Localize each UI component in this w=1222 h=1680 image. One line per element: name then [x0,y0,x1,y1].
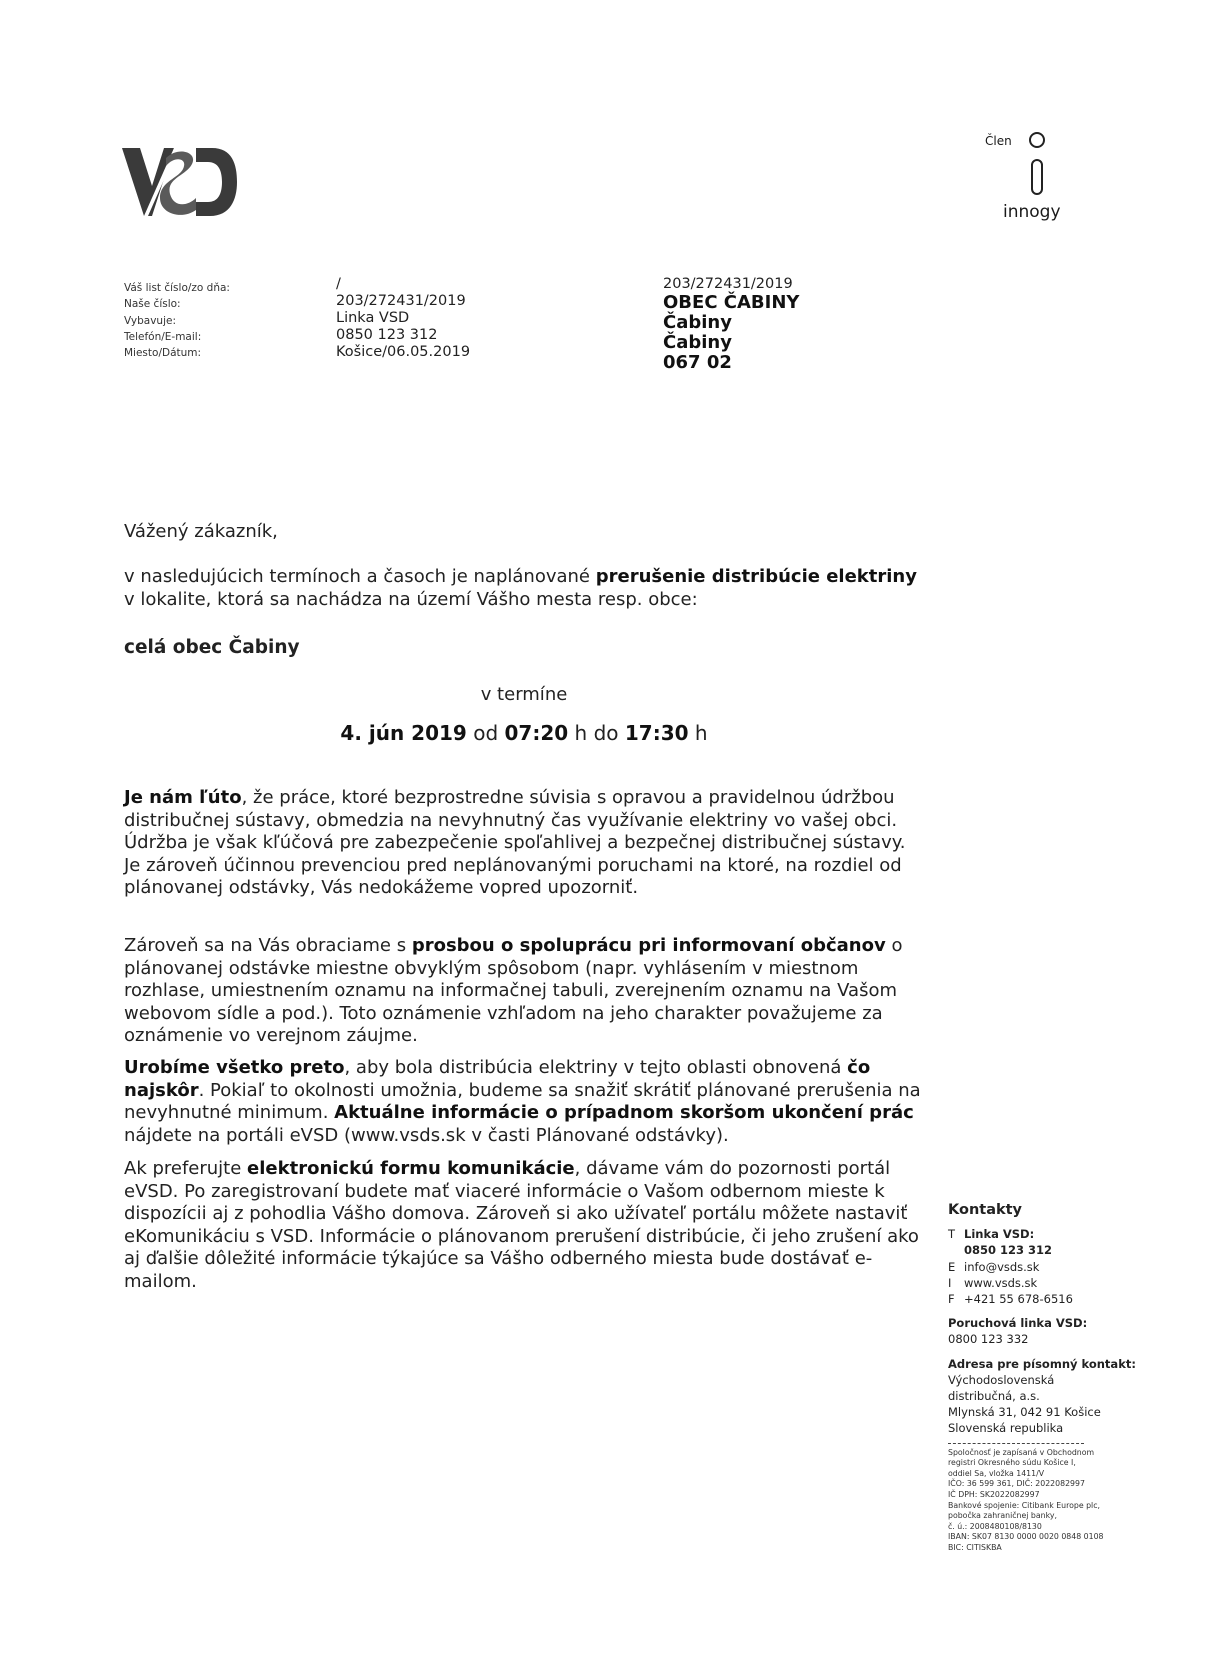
outage-date-time [124,721,924,745]
ref-value-handled-by: Linka VSD [336,310,410,326]
addressee-reference: 203/272431/2019 [663,276,793,292]
contact-phone-value-row [948,1242,1178,1258]
paragraph-cooperation [124,935,924,1048]
address-line: Východoslovenská [948,1372,1055,1387]
ref-label-phone-email: Telefón/E-mail: [124,330,202,343]
legal-line: IČ DPH: SK2022082997 [948,1490,1040,1500]
outage-date: 4. jún 2019 [340,721,467,745]
phone-label: Linka VSD: [964,1227,1035,1242]
intro-paragraph [124,566,924,611]
p2-text-2: o plánovanej odstávke miestne obvyklým spôsobom (napr. vyhlásením v miestnom rozhlase, umiestnením oznamu na informačnej tabuli, zverejnením oznamu na Vašom webovom sídle a pod.). Toto oznámenie vzhľadom na jeho charakter považujeme za oznámenie vo verejnom záujme. [124,935,903,1046]
contact-web-row [948,1275,1178,1291]
innogy-brand: innogy [1003,202,1061,222]
ref-label-place-date: Miesto/Dátum: [124,347,202,360]
addressee-name: OBEC ČABINY [663,292,800,313]
term-label: v termíne [480,684,568,705]
legal-line: oddiel Sa, vložka 1411/V [948,1468,1045,1478]
p3-bold-3: Aktuálne informácie o prípadnom skoršom ukončení prác [334,1102,914,1123]
p4-text-2: , dávame vám do pozornosti portál eVSD. Po zaregistrovaní budete mať viaceré informácie o Vašom odbernom mieste k dispozícii aj z pohodlia Vášho domova. Zároveň si ako užívateľ portálu môžete nastaviť eKomunikáciu s VSD. Informácie o plánovanom prerušení distribúcie, či jeho zrušení ako aj ďalšie dôležité informácie týkajúce sa Vášho odberného miesta bude dostávať e-mailom. [124,1158,919,1292]
legal-line: Spoločnosť je zapísaná v Obchodnom [948,1447,1095,1457]
legal-line: IČO: 36 599 361, DIČ: 2022082997 [948,1479,1085,1489]
legal-line: Bankové spojenie: Citibank Europe plc, [948,1500,1100,1510]
p1-bold: Je nám ľúto [124,787,242,808]
member-label: Člen [985,134,1012,148]
intro-text-2: v lokalite, ktorá sa nachádza na území Vášho mesta resp. obce: [124,588,698,610]
address-line: Slovenská republika [948,1421,1064,1436]
paragraph-restoration [124,1057,924,1147]
p4-text-1: Ak preferujte [124,1158,248,1179]
ref-label-your-letter: Váš list číslo/zo dňa: [124,282,230,294]
from-unit: h [574,721,588,745]
address-line: distribučná, a.s. [948,1389,1040,1404]
fax-key: F [948,1292,955,1307]
legal-line: registri Okresného súdu Košice I, [948,1458,1076,1468]
vsd-logo-icon [122,148,237,216]
ref-label-our-number: Naše číslo: [124,298,181,311]
fax-value: +421 55 678-6516 [964,1292,1073,1307]
contact-email-row [948,1259,1178,1275]
reference-labels [124,280,230,361]
fault-line-label: Poruchová linka VSD: [948,1316,1088,1331]
legal-info [948,1448,1178,1554]
email-value: info@vsds.sk [964,1259,1040,1274]
addressee-block [663,276,799,373]
ref-value-place-date: Košice/06.05.2019 [336,344,471,360]
fault-line-value: 0800 123 332 [948,1332,1029,1347]
from-label: od [473,721,499,745]
address-line: Mlynská 31, 042 91 Košice [948,1405,1101,1420]
p3-text-3: nájdete na portáli eVSD (www.vsds.sk v časti Plánované odstávky). [124,1124,729,1146]
innogy-icon [1025,130,1049,200]
paragraph-apology [124,787,924,900]
divider [948,1443,1084,1444]
ref-value-phone-email: 0850 123 312 [336,327,438,343]
address-label: Adresa pre písomný kontakt: [948,1356,1136,1371]
legal-line: BIC: CITISKBA [948,1542,1002,1552]
web-value: www.vsds.sk [964,1275,1038,1290]
ref-value-your-letter: / [336,276,341,292]
outage-location: celá obec Čabiny [124,637,300,658]
p2-bold: prosbou o spoluprácu pri informovaní občanov [411,935,886,956]
legal-line: IBAN: SK07 8130 0000 0020 0848 0108 [948,1532,1104,1542]
p3-bold-1: Urobíme všetko preto [124,1057,345,1078]
to-time: 17:30 [624,721,689,745]
greeting: Vážený zákazník, [124,521,278,542]
to-label: do [593,721,619,745]
legal-line: č. ú.: 2008480108/8130 [948,1521,1042,1531]
p1-text: , že práce, ktoré bezprostredne súvisia s opravou a pravidelnou údržbou distribučnej sústavy, obmedzia na nevyhnutný čas využívanie elektriny vo vašej obci. Údržba je však kľúčová pre zabezpečenie spoľahlivej a bezpečnej distribučnej sústavy. Je zároveň účinnou prevenciou pred neplánovanými poruchami na ktoré, na rozdiel od plánovanej odstávky, Vás nedokážeme vopred upozorniť. [124,787,906,898]
reference-values [336,276,470,361]
legal-line: pobočka zahraničnej banky, [948,1511,1057,1521]
p3-bold-2: čo najskôr [124,1057,871,1101]
contacts-sidebar [948,1202,1178,1554]
phone-value: 0850 123 312 [964,1243,1053,1258]
email-key: E [948,1259,956,1274]
contacts-heading: Kontakty [948,1202,1023,1218]
paragraph-evsd-portal [124,1158,924,1293]
p4-bold: elektronickú formu komunikácie [247,1158,575,1179]
contact-fax-row [948,1291,1178,1307]
innogy-member-mark [985,130,1085,225]
contact-phone-row [948,1226,1178,1242]
web-key: I [948,1275,952,1290]
p2-text-1: Zároveň sa na Vás obraciame s [124,935,412,956]
intro-text-1: v nasledujúcich termínoch a časoch je naplánované [124,566,596,587]
to-unit: h [694,721,708,745]
from-time: 07:20 [504,721,569,745]
p3-text-2: . Pokiaľ to okolnosti umožnia, budeme sa snažiť skrátiť plánované prerušenia na nevyhnutné minimum. [124,1079,921,1123]
addressee-street: Čabiny [663,312,732,333]
addressee-postcode: 067 02 [663,352,732,373]
vsd-logo [122,148,237,216]
p3-text-1: , aby bola distribúcia elektriny v tejto oblasti obnovená [344,1057,848,1078]
intro-bold: prerušenie distribúcie elektriny [595,566,917,587]
addressee-city: Čabiny [663,332,732,353]
ref-value-our-number: 203/272431/2019 [336,293,466,309]
ref-label-handled-by: Vybavuje: [124,314,176,327]
phone-key: T [948,1227,956,1242]
